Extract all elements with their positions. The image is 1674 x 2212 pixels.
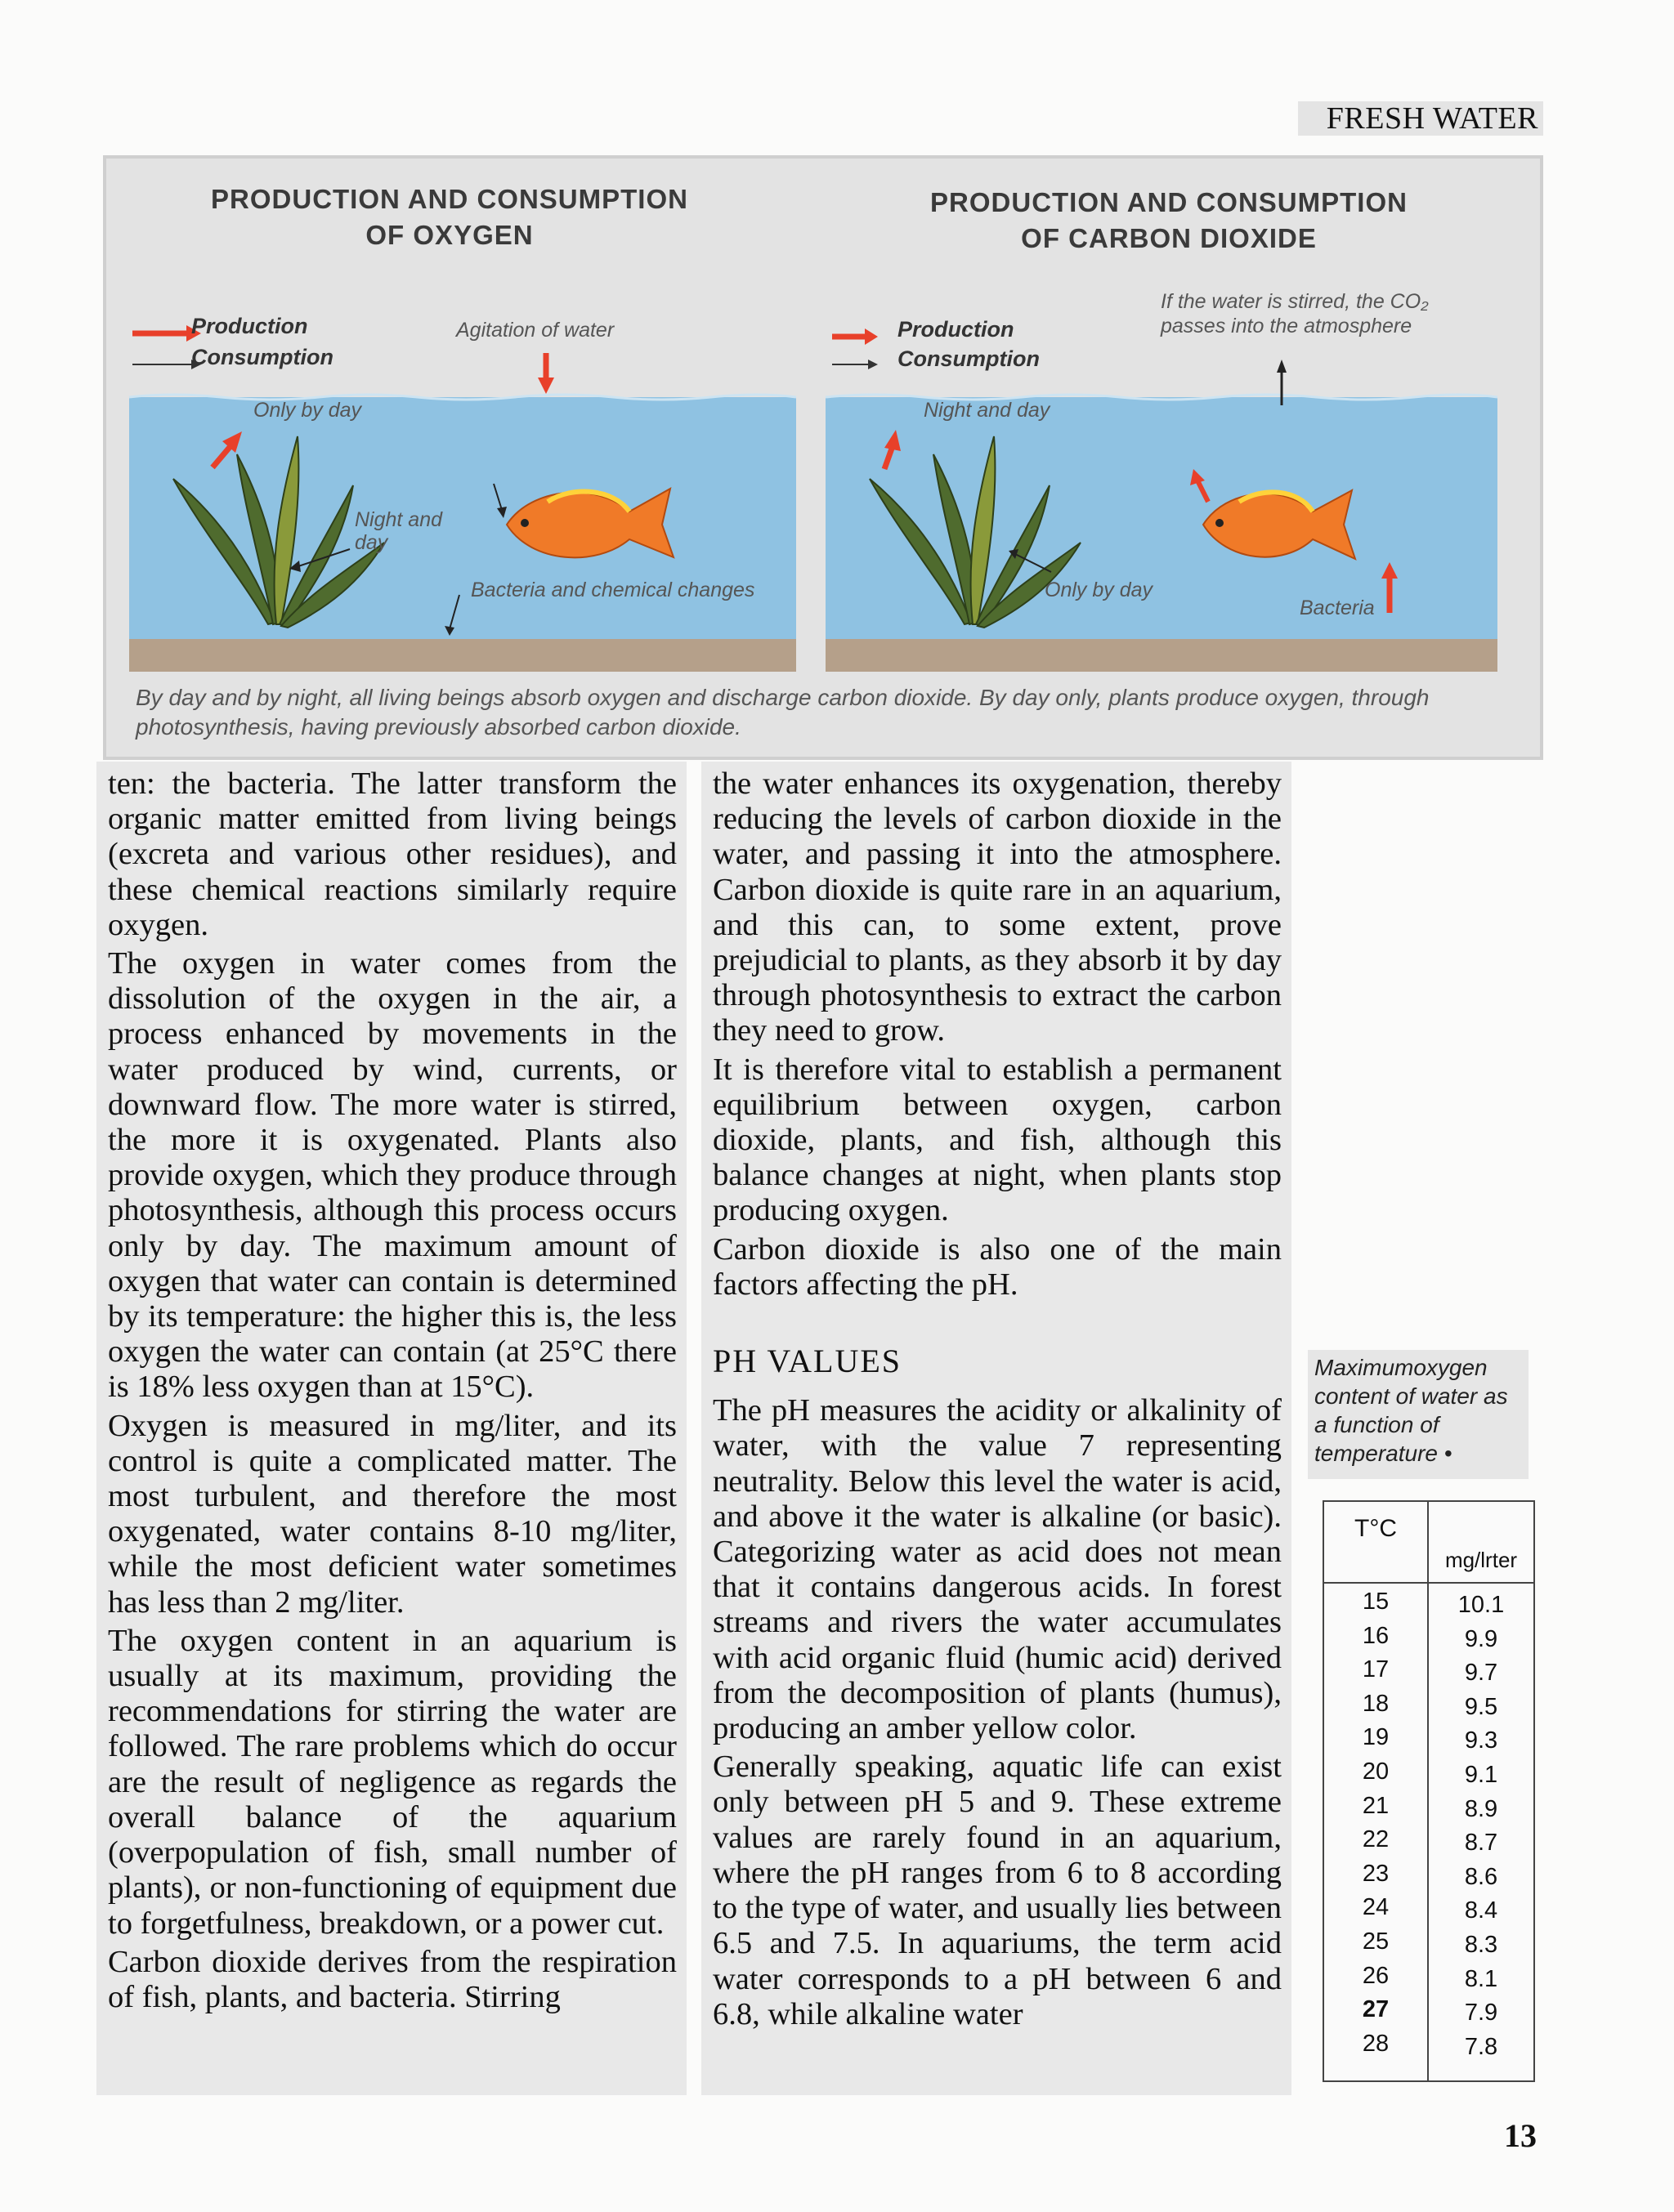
table-cell-oxygen: 9.9 bbox=[1464, 1625, 1498, 1652]
consumption-arrow-icon bbox=[832, 360, 878, 369]
table-cell-temperature: 15 bbox=[1362, 1589, 1390, 1615]
table-cell-oxygen: 8.6 bbox=[1464, 1863, 1498, 1890]
production-arrow-icon bbox=[832, 328, 878, 345]
table-cell-oxygen: 8.3 bbox=[1464, 1932, 1498, 1958]
paragraph: Oxygen is measured in mg/liter, and its control is quite a complicated matter. The most turbulent, and therefore the most oxygenated, water contains 8-10 mg/liter, while the most deficient water sometimes has less than 2 mg/liter. bbox=[108, 1408, 677, 1620]
legend-consumption-right: Consumption bbox=[897, 346, 1040, 371]
table-cell-temperature: 23 bbox=[1362, 1860, 1390, 1887]
label-co2-stirred: If the water is stirred, the CO₂ passes into the atmosphere bbox=[1161, 290, 1429, 337]
table-cell-oxygen: 7.8 bbox=[1464, 2033, 1498, 2060]
label-night-and-day-left: Night and day bbox=[355, 508, 443, 554]
table-cell-temperature: 19 bbox=[1362, 1724, 1390, 1751]
paragraph: ten: the bacteria. The latter transform the organic matter emitted from living beings (excreta and various other residues), and these chemical reactions similarly require oxygen. bbox=[108, 766, 677, 942]
table-cell-temperature: 20 bbox=[1362, 1758, 1390, 1785]
table-cell-oxygen: 8.4 bbox=[1464, 1897, 1498, 1924]
paragraph: Generally speaking, aquatic life can exist only between pH 5 and 9. These extreme values are rarely found in an aquarium, where the pH ranges from 6 to 8 according to the type of water, and usually lies between 6.5 and 7.5. In aquariums, the term acid water corresponds to a pH between 6 and 6.8, while alkaline water bbox=[713, 1749, 1282, 2031]
legend-consumption-left: Consumption bbox=[191, 345, 333, 369]
illustration-panel bbox=[103, 155, 1543, 760]
label-only-by-day-left: Only by day bbox=[253, 399, 362, 422]
table-cell-oxygen: 7.9 bbox=[1464, 2000, 1498, 2027]
table-cell-temperature: 17 bbox=[1362, 1656, 1390, 1683]
paragraph: the water enhances its oxygenation, thereby reducing the levels of carbon dioxide in the water, and passing it into the atmosphere. Carbon dioxide is quite rare in an aquarium, and this can, to some extent, prove prejudicial to plants, as they absorb it by day through photosynthesis to extract the carbon they need to grow. bbox=[713, 766, 1282, 1048]
table-cell-oxygen: 8.1 bbox=[1464, 1965, 1498, 1992]
oxygen-title-line2: OF OXYGEN bbox=[365, 220, 534, 250]
paragraph: Carbon dioxide is also one of the main factors affecting the pH. bbox=[713, 1231, 1282, 1302]
co2-title-line1: PRODUCTION AND CONSUMPTION bbox=[930, 187, 1408, 217]
text-column-middle bbox=[701, 762, 1291, 2095]
table-cell-temperature: 27 bbox=[1362, 1996, 1390, 2023]
label-only-by-day-right: Only by day bbox=[1045, 579, 1153, 601]
running-header: FRESH WATER bbox=[1298, 101, 1543, 136]
table-header-temperature: T°C bbox=[1354, 1515, 1397, 1542]
figure-caption: By day and by night, all living beings absorb oxygen and discharge carbon dioxide. By day only, plants produce oxygen, through photosynthesis, having previously absorbed carbon dioxide. bbox=[136, 685, 1430, 740]
label-bacteria-chemical: Bacteria and chemical changes bbox=[471, 579, 755, 601]
table-cell-temperature: 18 bbox=[1362, 1690, 1390, 1717]
table-header-oxygen: mg/lrter bbox=[1444, 1548, 1518, 1572]
table-cell-temperature: 22 bbox=[1362, 1826, 1390, 1853]
table-cell-oxygen: 9.3 bbox=[1464, 1727, 1498, 1754]
table-cell-oxygen: 9.7 bbox=[1464, 1660, 1498, 1687]
left-sediment bbox=[129, 639, 796, 672]
co2-title-line2: OF CARBON DIOXIDE bbox=[1021, 223, 1317, 253]
table-cell-temperature: 16 bbox=[1362, 1622, 1390, 1649]
label-bacteria-right: Bacteria bbox=[1300, 597, 1375, 619]
page-number: 13 bbox=[1504, 2117, 1537, 2154]
table-cell-oxygen: 9.1 bbox=[1464, 1762, 1498, 1788]
legend-production-right: Production bbox=[897, 317, 1014, 342]
oxygen-temperature-table bbox=[1323, 1500, 1535, 2082]
paragraph: It is therefore vital to establish a permanent equilibrium between oxygen, carbon dioxide, plants, and fish, although this balance changes at night, when plants stop producing oxygen. bbox=[713, 1052, 1282, 1228]
table-caption: Maximumoxygen content of water as a function of temperature • bbox=[1308, 1350, 1529, 1479]
label-night-and-day-right: Night and day bbox=[924, 399, 1050, 422]
paragraph: The oxygen content in an aquarium is usually at its maximum, providing the recommendations for stirring the water are followed. The rare problems which do occur are the result of negligence as regards the overall balance of the aquarium (overpopulation of fish, small number of plants), or non-functioning of equipment due to forgetfulness, breakdown, or a power cut. bbox=[108, 1623, 677, 1941]
text-column-left bbox=[96, 762, 687, 2095]
table-cell-temperature: 26 bbox=[1362, 1962, 1390, 1989]
table-cell-oxygen: 8.9 bbox=[1464, 1795, 1498, 1822]
right-water bbox=[826, 397, 1497, 672]
label-agitation: Agitation of water bbox=[456, 319, 615, 342]
oxygen-title bbox=[204, 181, 695, 253]
paragraph: The oxygen in water comes from the dissolution of the oxygen in the air, a process enhanced by movements in the water produced by wind, currents, or downward flow. The more water is stirred, the more it is oxygenated. Plants also provide oxygen, which they produce through photosynthesis, although this process occurs only by day. The maximum amount of oxygen that water can contain is determined by its temperature: the higher this is, the less oxygen the water can contain (at 25°C there is 18% less oxygen than at 15°C). bbox=[108, 946, 677, 1405]
agitation-arrow-icon bbox=[538, 353, 554, 394]
co2-title bbox=[907, 185, 1430, 257]
paragraph: The pH measures the acidity or alkalinity of water, with the value 7 representing neutrality. Below this level the water is acid, and above it the water is alkaline (or basic). Categorizing water as acid does not mean that it contains dangerous acids. In forest streams and rivers the water accumulates with acid organic fluid (humic acid) derived from the decomposition of plants (humus), producing an amber yellow color. bbox=[713, 1393, 1282, 1746]
table-cell-temperature: 25 bbox=[1362, 1928, 1390, 1955]
table-cell-temperature: 24 bbox=[1362, 1894, 1390, 1921]
oxygen-title-line1: PRODUCTION AND CONSUMPTION bbox=[211, 184, 688, 214]
right-sediment bbox=[826, 639, 1497, 672]
table-cell-oxygen: 10.1 bbox=[1457, 1592, 1505, 1618]
table-cell-oxygen: 8.7 bbox=[1464, 1830, 1498, 1857]
legend-production-left: Production bbox=[191, 314, 308, 338]
section-heading: PH VALUES bbox=[713, 1343, 902, 1380]
table-cell-oxygen: 9.5 bbox=[1464, 1693, 1498, 1720]
paragraph: Carbon dioxide derives from the respiration of fish, plants, and bacteria. Stirring bbox=[108, 1944, 677, 2014]
table-cell-temperature: 28 bbox=[1362, 2030, 1390, 2057]
table-cell-temperature: 21 bbox=[1362, 1792, 1390, 1819]
